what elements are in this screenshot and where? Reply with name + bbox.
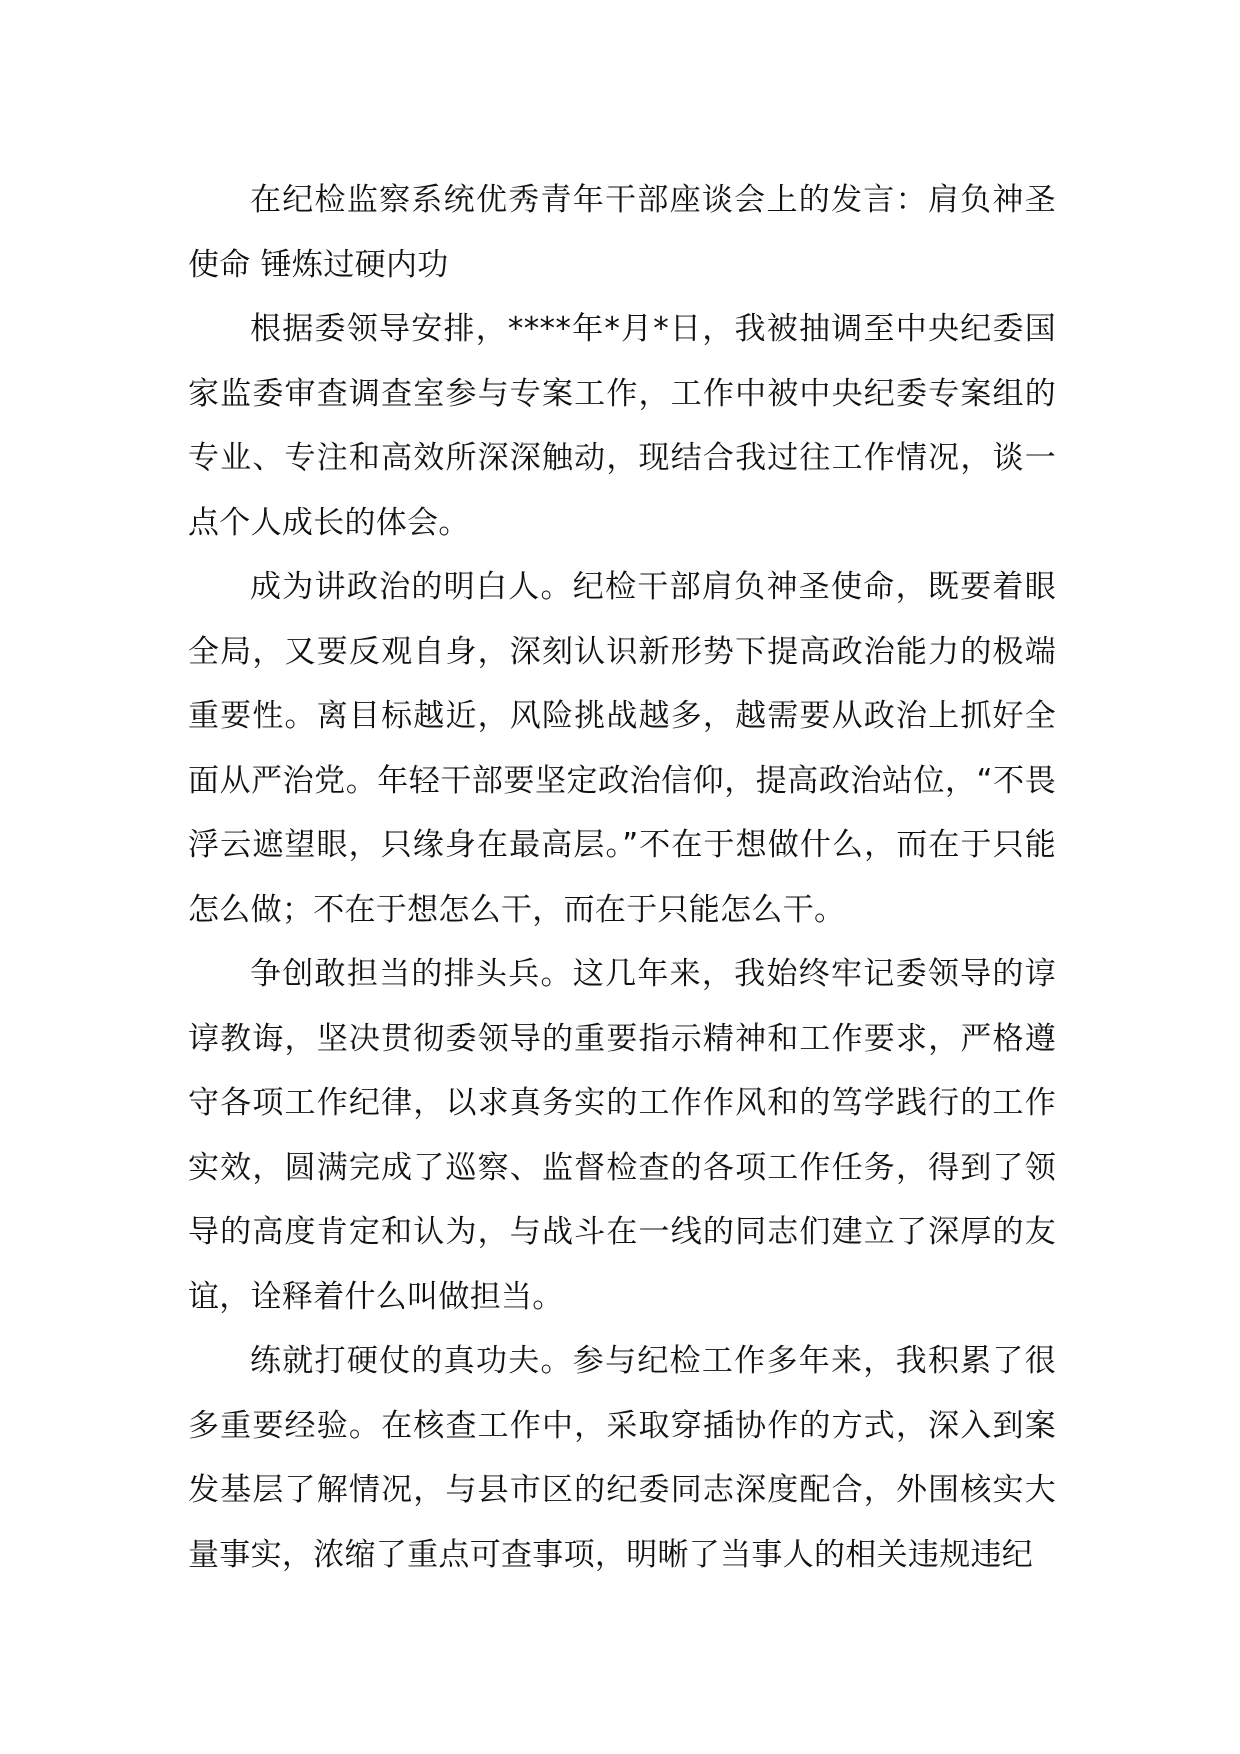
paragraph-1: 根据委领导安排，****年*月*日，我被抽调至中央纪委国家监委审查调查室参与专案工作，工作中被中央纪委专案组的专业、专注和高效所深深触动，现结合我过往工作情况，谈一点个人成长的体会。: [188, 311, 1056, 541]
paragraph-4: 练就打硬仗的真功夫。参与纪检工作多年来，我积累了很多重要经验。在核查工作中，采取穿插协作的方式，深入到案发基层了解情况，与县市区的纪委同志深度配合，外围核实大量事实，浓缩了重点可查事项，明晰了当事人的相关违规违纪: [188, 1343, 1056, 1573]
paragraph-2: 成为讲政治的明白人。纪检干部肩负神圣使命，既要着眼全局，又要反观自身，深刻认识新形势下提高政治能力的极端重要性。离目标越近，风险挑战越多，越需要从政治上抓好全面从严治党。年轻干部要坚定政治信仰，提高政治站位，“不畏浮云遮望眼，只缘身在最高层。”不在于想做什么，而在于只能怎么做；不在于想怎么干，而在于只能怎么干。: [188, 569, 1056, 928]
document-body: [188, 168, 1056, 1587]
paragraph-3: 争创敢担当的排头兵。这几年来，我始终牢记委领导的谆谆教诲，坚决贯彻委领导的重要指示精神和工作要求，严格遵守各项工作纪律，以求真务实的工作作风和的笃学践行的工作实效，圆满完成了巡察、监督检查的各项工作任务，得到了领导的高度肯定和认为，与战斗在一线的同志们建立了深厚的友谊，诠释着什么叫做担当。: [188, 956, 1056, 1315]
document-title: 在纪检监察系统优秀青年干部座谈会上的发言：肩负神圣使命 锤炼过硬内功: [188, 182, 1056, 283]
